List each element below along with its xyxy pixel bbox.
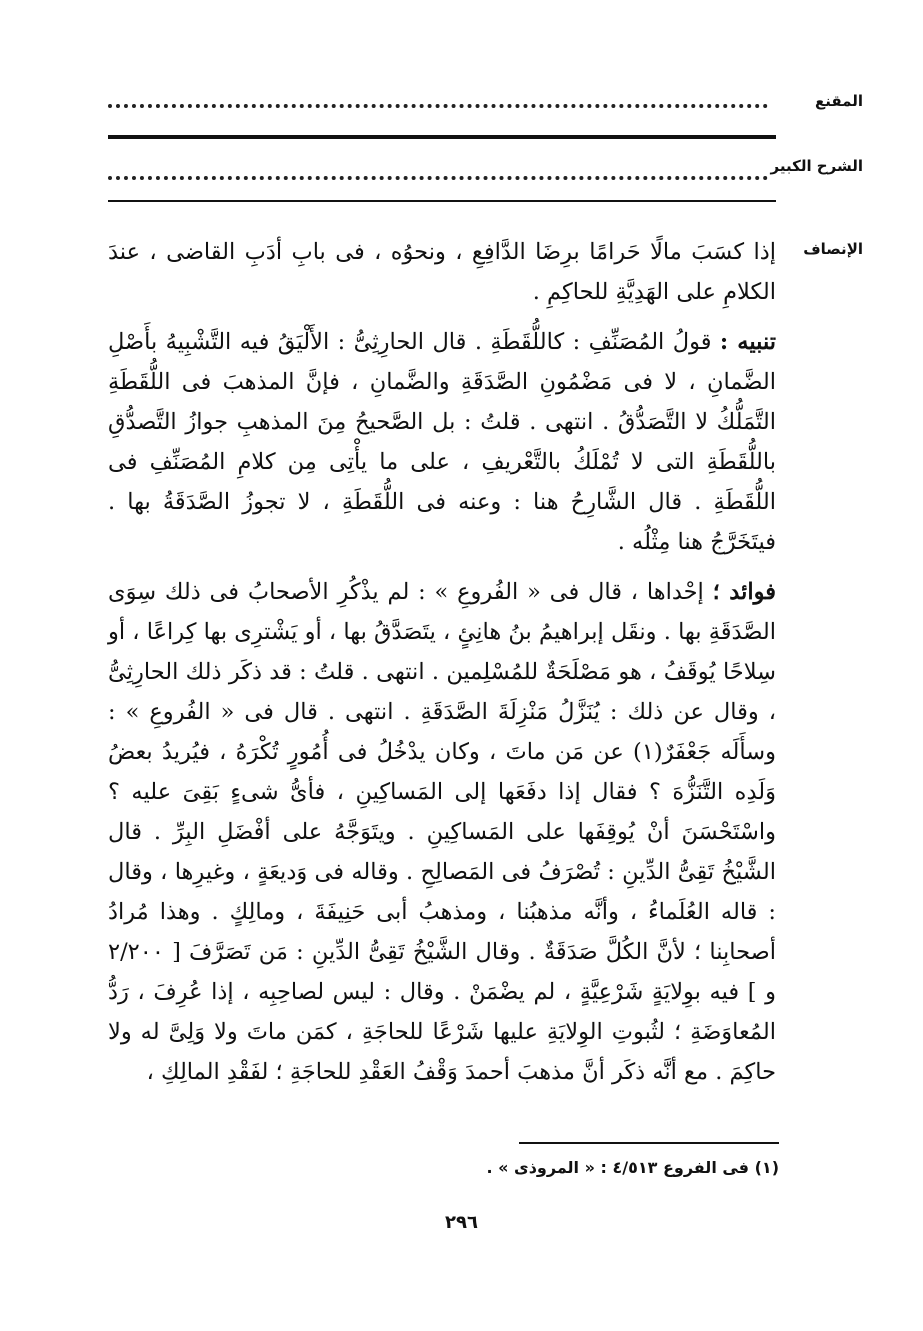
muqni-label: المقنع (815, 92, 863, 110)
paragraph-intro (108, 232, 776, 312)
paragraph-lead: فوائد ؛ (712, 579, 776, 605)
page-number: ٢٩٦ (445, 1212, 478, 1233)
paragraph-tanbih (108, 322, 776, 562)
paragraph-text: إحْداها ، قال فى « الفُروعِ » : لم يذْكُرِ الأصحابُ فى ذلك سِوَى الصَّدَقَةِ بها . ونقَل إبراهيمُ بنُ هانِئٍ ، يتَصَدَّقُ بها ، أو يَشْترِى بها كِراعًا ، أو سِلاحًا يُوقَفُ ، هو مَصْلَحَةٌ للمُسْلِمين . انتهى . قلتُ : قد ذكَر ذلك الحارِثِىُّ ، وقال عن ذلك : يُنَزَّلُ مَنْزِلَةَ الصَّدَقَةِ . انتهى . قال فى « الفُروعِ » : وسأَلَه جَعْفَرٌ(١) عن مَن ماتَ ، وكان يدْخُلُ فى أُمُورٍ تُكْرَهُ ، فيُريدُ بعضُ وَلَدِه التَّنَزُّهَ ؟ فقال إذا دفَعَها إلى المَساكِينِ ، فأىُّ شىءٍ بَقِىَ عليه ؟ واسْتَحْسَنَ أنْ يُوقِفَها على المَساكِينِ . ويتَوَجَّهُ على أفْضَلِ البِرِّ . قال الشَّيْخُ تَقِىُّ الدِّينِ : تُصْرَفُ فى المَصالِحِ . وقاله فى وَديعَةٍ ، وغيرِها ، وقال : قاله العُلَماءُ ، وأنَّه مذهبُنا ، ومذهبُ أبى حَنِيفَةَ ، ومالِكٍ . وهذا مُرادُ أصحابِنا ؛ لأنَّ الكُلَّ صَدَقَةٌ . وقال الشَّيْخُ تَقِىُّ الدِّينِ : مَن تَصَرَّفَ [ ٢/٢٠٠ و ] فيه بوِلايَةٍ شَرْعِيَّةٍ ، لم يضْمَنْ . وقال : ليس لصاحِبِه ، إذا عُرِفَ ، رَدُّ المُعاوَضَةِ ؛ لثُبوتِ الوِلايَةِ عليها شَرْعًا للحاجَةِ ، كمَن ماتَ ولا وَلِىَّ له ولا حاكِمَ . مع أنَّه ذكَر أنَّ مذهبَ أحمدَ وَقْفُ العَقْدِ للحاجَةِ ؛ لفَقْدِ المالِكِ ، (108, 579, 776, 1085)
footnote-divider (519, 1142, 779, 1144)
section-divider-thin (108, 200, 776, 202)
sharh-label: الشرح الكبير (770, 157, 863, 175)
paragraph-text: إذا كسَبَ مالًا حَرامًا برِضَا الدَّافِعِ ، ونحوُه ، فى بابِ أدَبِ القاضى ، عندَ الكلامِ على الهَدِيَّةِ للحاكِمِ . (108, 239, 776, 305)
paragraph-text: قولُ المُصَنِّفِ : كاللُّقَطَةِ . قال الحارِثِىُّ : الأَلْيَقُ فيه التَّشْبِيهُ بأَصْلِ الضَّمانِ ، لا فى مَضْمُونِ الصَّدَقَةِ والضَّمانِ ، فإنَّ المذهبَ فى اللُّقَطَةِ التَّمَلُّكُ لا التَّصَدُّقُ . انتهى . قلتُ : بل الصَّحيحُ مِنَ المذهبِ جوازُ التَّصدُّقِ باللُّقَطَةِ التى لا تُمْلَكُ بالتَّعْريفِ ، على ما يأْتِى مِن كلامِ المُصَنِّفِ فى اللُّقَطَةِ . قال الشَّارِحُ هنا : وعنه فى اللُّقَطَةِ ، لا تجوزُ الصَّدَقَةُ بها . فيتَخَرَّجُ هنا مِثْلُه . (108, 329, 776, 555)
footnote: (١) فى الفروع ٤/٥١٣ : « المروذى » . (486, 1158, 779, 1177)
paragraph-lead: تنبيه : (719, 329, 776, 355)
insaf-body (108, 232, 776, 1102)
insaf-label: الإنصاف (803, 240, 863, 258)
muqni-dotted-line (108, 104, 768, 112)
sharh-dotted-line (108, 176, 768, 184)
section-divider-thick (108, 135, 776, 139)
paragraph-fawaid (108, 572, 776, 1092)
